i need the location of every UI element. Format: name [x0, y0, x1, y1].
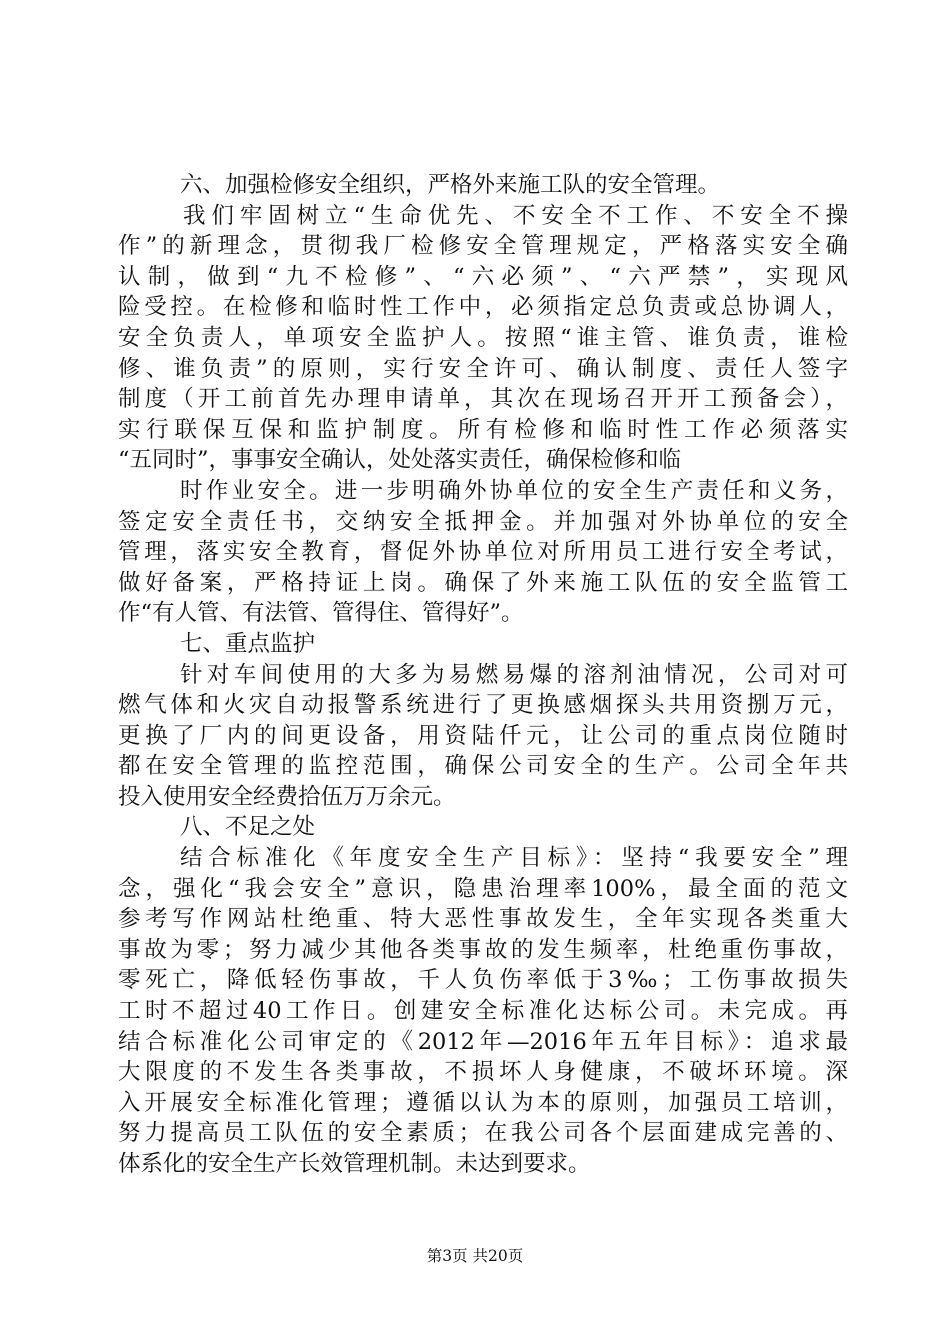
- page-footer: [0, 1246, 950, 1266]
- paragraph-line: “五同时”，事事安全确认，处处落实责任，确保检修和临: [118, 447, 682, 474]
- paragraph-line: 实行联保互保和监护制度。所有检修和临时性工作必须落实: [118, 416, 848, 443]
- section-heading-7: 七、重点监护: [180, 630, 316, 657]
- paragraph-line: 投入使用安全经费拾伍万万余元。: [118, 783, 456, 810]
- section-heading-6: 六、加强检修安全组织，严格外来施工队的安全管理。: [180, 172, 721, 198]
- paragraph-line: 大限度的不发生各类事故，不损坏人身健康，不破坏环境。深: [118, 1059, 848, 1086]
- paragraph-line: 修、谁负责”的原则，实行安全许可、确认制度、责任人签字: [118, 355, 848, 382]
- paragraph-line: 更换了厂内的间更设备，用资陆仟元，让公司的重点岗位随时: [118, 722, 848, 749]
- paragraph-line: 念，强化“我会安全”意识，隐患治理率100%，最全面的范文: [118, 875, 848, 902]
- page-number: 第3页 共20页: [426, 1247, 524, 1265]
- paragraph-line: 事故为零；努力减少其他各类事故的发生频率，杜绝重伤事故，: [118, 936, 848, 963]
- paragraph-line: 都在安全管理的监控范围，确保公司安全的生产。公司全年共: [118, 753, 848, 780]
- paragraph-line: 安全负责人，单项安全监护人。按照“谁主管、谁负责，谁检: [118, 324, 848, 351]
- paragraph-line: 作“有人管、有法管、管得住、管得好”。: [118, 600, 524, 627]
- paragraph-line: 管理，落实安全教育，督促外协单位对所用员工进行安全考试，: [118, 539, 848, 566]
- paragraph-line: 作”的新理念，贯彻我厂检修安全管理规定，严格落实安全确: [118, 233, 848, 260]
- paragraph-line: 结合标准化公司审定的《2012年—2016年五年目标》：追求最: [118, 1028, 848, 1055]
- section-heading-8: 八、不足之处: [180, 814, 316, 841]
- paragraph-line: 燃气体和火灾自动报警系统进行了更换感烟探头共用资捌万元，: [118, 692, 848, 719]
- paragraph-line: 险受控。在检修和临时性工作中，必须指定总负责或总协调人，: [118, 294, 848, 321]
- paragraph-line: 努力提高员工队伍的安全素质；在我公司各个层面建成完善的、: [118, 1120, 848, 1147]
- paragraph-line: 结合标准化《年度安全生产目标》：坚持“我要安全”理: [180, 845, 848, 872]
- paragraph-line: 工时不超过40工作日。创建安全标准化达标公司。未完成。再: [118, 998, 848, 1025]
- paragraph-line: 认制，做到“九不检修”、“六必须”、“六严禁”，实现风: [118, 263, 848, 290]
- paragraph-line: 参考写作网站杜绝重、特大恶性事故发生，全年实现各类重大: [118, 906, 848, 933]
- paragraph-line: 制度（开工前首先办理申请单，其次在现场召开开工预备会），: [118, 386, 848, 413]
- paragraph-line: 签定安全责任书，交纳安全抵押金。并加强对外协单位的安全: [118, 508, 848, 535]
- paragraph-line: 我们牢固树立“生命优先、不安全不工作、不安全不操: [183, 202, 848, 229]
- paragraph-line: 入开展安全标准化管理；遵循以认为本的原则，加强员工培训，: [118, 1089, 848, 1116]
- paragraph-line: 零死亡，降低轻伤事故，千人负伤率低于3‰；工伤事故损失: [118, 967, 848, 994]
- document-body: [118, 170, 848, 1180]
- paragraph-line: 做好备案，严格持证上岗。确保了外来施工队伍的安全监管工: [118, 569, 848, 596]
- paragraph-line: 时作业安全。进一步明确外协单位的安全生产责任和义务，: [180, 477, 848, 504]
- paragraph-line: 体系化的安全生产长效管理机制。未达到要求。: [118, 1151, 591, 1177]
- paragraph-line: 针对车间使用的大多为易燃易爆的溶剂油情况，公司对可: [180, 661, 848, 688]
